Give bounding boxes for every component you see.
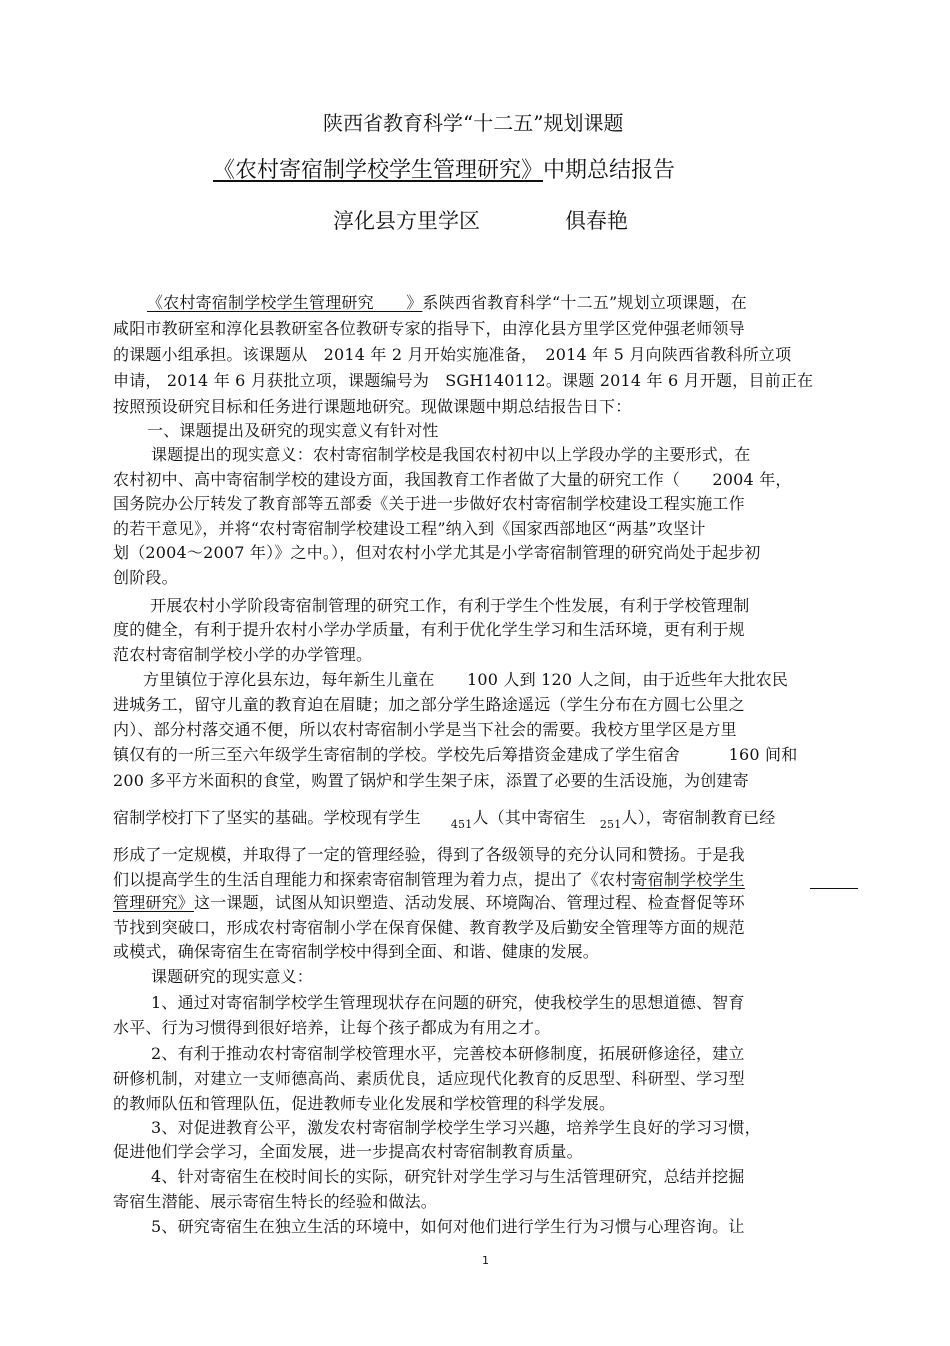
list-item: 4、针对寄宿生在校时间长的实际，研究针对学生学习与生活管理研究，总结并挖掘 — [151, 1167, 745, 1186]
body-text: 人（其中寄宿生 — [472, 808, 586, 827]
list-item: 5、研究寄宿生在独立生活的环境中，如何对他们进行学生行为习惯与心理咨询。让 — [151, 1217, 745, 1236]
body-line: 的若干意见》，并将“农村寄宿制学校建设工程”纳入到《国家西部地区“两基”攻坚计 — [113, 519, 706, 538]
body-text: 系陕西省教育科学“十二五”规划立项课题，在 — [422, 293, 747, 312]
body-text: 宿制学校打下了坚实的基础。学校现有学生 — [113, 808, 421, 827]
page-number: 1 — [482, 1254, 489, 1267]
author-name: 俱春艳 — [565, 209, 628, 233]
body-line: 创阶段。 — [113, 568, 178, 587]
body-line — [147, 293, 747, 313]
body-text: 这一课题，试图从知识塑造、活动发展、环境陶冶、管理过程、检查督促等环 — [194, 893, 745, 912]
body-line: 申请， 2014 年 6 月获批立项，课题编号为 SGH140112。课题 2014 年 6 月开题，目前正在 — [113, 371, 814, 390]
list-item: 3、对促进教育公平，激发农村寄宿制学校学生学习兴趣，培养学生良好的学习习惯， — [151, 1118, 761, 1137]
body-line: 200 多平方米面积的食堂，购置了锅炉和学生架子床，添置了必要的生活设施，为创建寄 — [113, 771, 749, 790]
body-line: 农村初中、高中寄宿制学校的建设方面，我国教育工作者做了大量的研究工作（ 2004 年， — [113, 470, 792, 489]
section-heading: 课题研究的现实意义： — [151, 967, 314, 986]
body-text: 人），寄宿制教育已经 — [621, 808, 776, 827]
body-line: 进城务工，留守儿童的教育迫在眉睫；加之部分学生路途遥远（学生分布在方圆七公里之 — [113, 695, 745, 714]
body-text: 们以提高学生的生活自理能力和探索寄宿制管理为着力点，提出了《农村 — [113, 870, 632, 889]
body-line: 或模式，确保寄宿生在寄宿制学校中得到全面、和谐、健康的发展。 — [113, 942, 600, 961]
body-line — [113, 808, 775, 830]
body-line: 寄宿生潜能、展示寄宿生特长的经验和做法。 — [113, 1192, 438, 1211]
underlined-text: 管理研究》 — [113, 893, 195, 912]
list-item: 1、通过对寄宿制学校学生管理现状存在问题的研究，使我校学生的思想道德、智育 — [151, 993, 745, 1012]
student-count: 451 — [450, 818, 473, 831]
body-line — [113, 893, 745, 913]
body-line: 节找到突破口，形成农村寄宿制小学在保育保健、教育教学及后勤安全管理等方面的规范 — [113, 918, 745, 937]
body-line: 度的健全，有利于提升农村小学办学质量，有利于优化学生学习和生活环境，更有利于规 — [113, 620, 745, 639]
body-line: 促进他们学会学习，全面发展，进一步提高农村寄宿制教育质量。 — [113, 1142, 583, 1161]
report-title-rest: 中期总结报告 — [543, 158, 676, 183]
body-line: 划（2004～2007 年）》之中。），但对农村小学尤其是小学寄宿制管理的研究尚处于起步初 — [113, 543, 761, 562]
body-line: 按照预设研究目标和任务进行课题地研究。现做课题中期总结报告日下： — [113, 397, 632, 416]
project-heading: 陕西省教育科学“十二五”规划课题 — [323, 111, 624, 135]
author-org: 淳化县方里学区 — [333, 209, 480, 233]
body-line — [113, 870, 745, 890]
report-title-book: 《农村寄宿制学校学生管理研究》 — [213, 158, 544, 183]
body-line: 方里镇位于淳化县东边，每年新生儿童在 100 人到 120 人之间，由于近些年大批农民 — [143, 670, 789, 689]
body-line: 内）、部分村落交通不便，所以农村寄宿制小学是当下社会的需要。我校方里学区是方里 — [113, 720, 737, 739]
body-line: 课题提出的现实意义：农村寄宿制学校是我国农村初中以上学段办学的主要形式，在 — [151, 445, 751, 464]
body-line: 形成了一定规模，并取得了一定的管理经验，得到了各级领导的充分认同和赞扬。于是我 — [113, 845, 745, 864]
body-line: 研修机制，对建立一支师德高尚、素质优良，适应现代化教育的反思型、科研型、学习型 — [113, 1069, 745, 1088]
body-line: 开展农村小学阶段寄宿制管理的研究工作，有利于学生个性发展，有利于学校管理制 — [150, 596, 750, 615]
report-title — [213, 153, 675, 184]
body-line: 镇仅有的一所三至六年级学生寄宿制的学校。学校先后筹措资金建成了学生宿舍 160 间和 — [113, 745, 798, 764]
body-line: 范农村寄宿制学校小学的办学管理。 — [113, 645, 373, 664]
underlined-text: 寄宿制学校学生 — [631, 870, 745, 889]
section-heading: 一、课题提出及研究的现实意义有针对性 — [147, 421, 439, 440]
project-name-underlined: 《农村寄宿制学校学生管理研究 》 — [147, 293, 423, 312]
underline-rule — [810, 888, 858, 889]
list-item: 2、有利于推动农村寄宿制学校管理水平，完善校本研修制度，拓展研修途径，建立 — [151, 1044, 745, 1063]
boarder-count: 251 — [599, 818, 622, 831]
body-line: 国务院办公厅转发了教育部等五部委《关于进一步做好农村寄宿制学校建设工程实施工作 — [113, 494, 745, 513]
body-line: 的课题小组承担。该课题从 2014 年 2 月开始实施准备， 2014 年 5 月向陕西省教科所立项 — [113, 345, 792, 364]
body-line: 咸阳市教研室和淳化县教研室各位教研专家的指导下，由淳化县方里学区党仲强老师领导 — [113, 319, 745, 338]
body-line: 的教师队伍和管理队伍，促进教师专业化发展和学校管理的科学发展。 — [113, 1094, 616, 1113]
body-line: 水平、行为习惯得到很好培养，让每个孩子都成为有用之才。 — [113, 1018, 551, 1037]
